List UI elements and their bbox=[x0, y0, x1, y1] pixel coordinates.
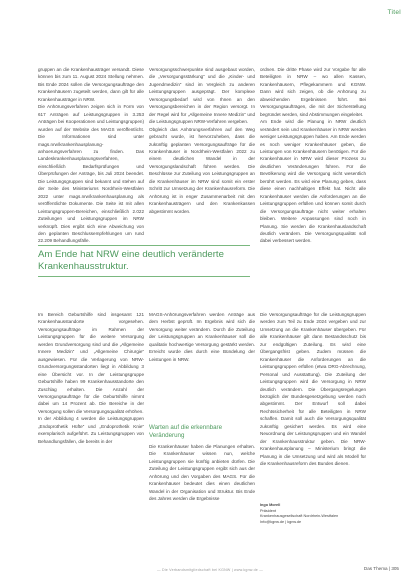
top-column-1: gruppen an die Krankenhausträger versandt. Diese können bis zum 11. August 2024 Stellung nehmen. Bis Ende 2024 sollen die Versorgungsaufträge den Krankenhäusern zugeteilt werden, dann gilt für alle Krankenhausträger in NRW. Die Anhörungsverfahren zeigen sich in Form von 617 Anträgen auf Leistungsgruppen in 3.253 Anträgen bei Kooperationen und Leistungsgruppen) wurden auf der Website des MAGS veröffentlicht. Die Informationen sind unter mags.nrw/krankenhausplanung-anhoerungsverfahren zu finden. Das Landeskrankenhausplanungsverfahren, einschließlich Bedarfsprüfungen und Überprüfungen der Anträge, bis Juli 2024 beendet. Die Leistungsgruppen sind bekannt und stehen auf der Seite des Ministeriums Nordrhein-Westfalen 2022 unter mags.nrw/krankenhausplanung als veröffentlichte Dokumente. Die Seite ist mit allen Leistungsgruppen-Bereichen, einschließlich 2.022 Zuteilungen und Leistungsgruppen im NRW verknüpft. Dies ergibt sich eine Abweichung von den geplanten Beschlussempfehlungen um rund 22.209 Behandlungsfälle. bbox=[38, 67, 144, 244]
pull-quote: Am Ende hat NRW eine deutlich veränderte Krankenhausstruktur. bbox=[38, 249, 224, 272]
section-tag: Titel bbox=[387, 9, 401, 16]
top-column-2: Versorgungsschwerpunkte sind ausgebaut worden, die „Versorgungsstärkung“ und die „Kinder- und Jugendmedizin“ sind im Vergleich zu anderen Leistungsgruppen ausgeprägt. Der komplexe Versorgungsbedarf wird von Ihnen an den Versorgungsbereichen in der Region versorgt. In der Regel wird für „Allgemeine Innere Medizin“ und die Leistungsgruppen NRW-Verfahren vergeben. Obgleich das Anhörungsverfahren auf den Weg gebracht wurde, ist hervorzuheben, dass die zukünftig geplanten Versorgungsaufträge für die Krankenhäuser in Nordrhein-Westfalen 2022 zu einem deutlichen Wandel in der Versorgungslandschaft führen werden. Die Beschlüsse zur Zuteilung von Leistungsgruppen an die Krankenhäuser im NRW sind somit ein erster Schritt zur Umsetzung der Krankenhausreform. Die Anhörung ist in enger Zusammenarbeit mit den Krankenhausträgern und den Krankenkassen abgestimmt worden. bbox=[149, 67, 255, 214]
top-column-3: ordnen. Die dritte Phase wird zur Vorgabe für alle Beteiligten in NRW – wo allen Kassen, Krankenhäusern, Pflegekammern und KGNW. Dann wird sich zeigen, ob die Anhörung zu abweichenden Ergebnissen führt. Bei Versorgungsaufträgen, die mit der Sicherstellung begründet werden, sind Abstimmungen eingeleitet. Am Ende wird die Planung in NRW deutlich verändert sein und Krankenhäuser in NRW werden weniger Leistungsgruppen haben. Am Ende werden es noch weniger Krankenhäuser geben, die Leistungen von Krankenhäusern benötigen. Für die Krankenhäuser in NRW wird dieser Prozess zu deutlichen Veränderungen führen. Für die Bevölkerung wird die Versorgung nicht wesentlich berührt werden. Es wird eine Planung geben, dass diese einen nachhaltigen Effekt hat. Nicht alle Krankenhäuser werden die Anforderungen an die Leistungsgruppen erfüllen und können somit durch die Versorgungsaufträge nicht weiter erhalten bleiben. Weitere Anpassungen sind noch in Planung. Sie werden die Krankenhauslandschaft deutlich verändern. Die Versorgungsqualität soll dabei verbessert werden. bbox=[260, 67, 366, 244]
author-email[interactable]: Info@kgnw.de | kgnw.de bbox=[260, 519, 302, 524]
bottom-column-3: Die Versorgungsaufträge für die Leistungsgruppen werden zum Teil zu Ende 2024 vergeben und zur Umsetzung an die Krankenhäuser übergeben. Für alle Krankenhäuser gilt dann Bestandsschutz bis zur endgültigen Zuteilung. Es wird eine Übergangsfrist geben. Zudem müssen die Krankenhäuser die Anforderungen an die Leistungsgruppen erfüllen (etwa DRG-Abrechnung, Personal und Ausstattung). Die Zuteilung der Leistungsgruppen wird die Versorgung in NRW deutlich verändern. Die Übergangsregelungen bezüglich der Bundesgesetzgebung werden noch abgestimmt. Der Entwurf soll dabei Rechtssicherheit für alle Beteiligten in NRW schaffen. Damit soll auch die Versorgungsqualität zukünftig gesichert werden. Es wird eine Neuordnung der Leistungsgruppen und ein Wandel der Krankenhausstruktur geben. Die NRW-Krankenhausplanung – Ministerium bringt die Planung in die Umsetzung und wird als Modell für die Krankenhausreform des Bundes dienen. bbox=[260, 312, 366, 467]
pull-quote-rule-bottom bbox=[38, 276, 250, 277]
page-footer: — Die Verbandsmitgliedschaft bei KGNW | www.kgnw.de — bbox=[156, 568, 263, 572]
pull-quote-rule-top bbox=[38, 245, 250, 246]
section-subheading: Warten auf die erkennbare Veränderung bbox=[149, 424, 223, 439]
author-org: Krankenhausgesellschaft Nordrhein-Westfalen bbox=[260, 514, 339, 519]
page-number: Das Thema | 305 bbox=[363, 566, 399, 571]
bottom-column-2-continued: Die Krankenhäuser haben die Planungen erhalten. Die Krankenhäuser wissen nun, welche Leistungsgruppen sie künftig anbieten dürfen. Die Zuteilung der Leistungsgruppen ergibt sich aus der Anhörung und den Vorgaben des MAGS. Für die Krankenhäuser bedeutet dies einen deutlichen Wandel in der Organisation und Struktur. Bis Ende des Jahres werden die Ergebnisse bbox=[149, 444, 255, 502]
author-name: Ingo Morell bbox=[260, 503, 281, 507]
bottom-column-2: MAGS-Anhörungsverfahren werden Anträge aus dem Herbst geprüft. Im Ergebnis wird sich die Versorgung weiter verändern. Durch die Zuteilung der Leistungsgruppen an Krankenhäuser soll die qualitativ hochwertige Versorgung gestärkt werden. Erreicht wurde dies durch eine Bündelung der Leistungen in NRW. bbox=[149, 312, 255, 362]
author-role: Präsident bbox=[260, 508, 277, 513]
bottom-column-1: Im Bereich Geburtshilfe sind insgesamt 121 Krankenhausstandorte vorgesehen. Versorgungsaufträge im Rahmen der Leistungsgruppen für die weitere Versorgung werden Grundversorgung sind und die „Allgemeine Innere Medizin“ und „Allgemeine Chirurgie“ ausgewiesen. Für die Verlagerung von NRW-Grundversorgungsstandorten liegt in Abbildung 3 eine Übersicht vor. In der Leistungsgruppe Geburtshilfe haben 99 Krankenhausstandorte den Zuschlag erhalten. Die Anzahl der Versorgungsaufträge für die Geburtshilfe nimmt dabei um 14 Prozent ab. Die Bereiche in der Versorgung sollen die Versorgungsqualität erhöhen. In der Abbildung 4 werden die Leistungsgruppen „Endoprothetik Hüfte“ und „Endoprothetik Knie“ exemplarisch aufgeführt. Zu Leistungsgruppen von Behandlungsfällen, die bereits in der bbox=[38, 312, 144, 444]
author-box bbox=[260, 503, 370, 525]
